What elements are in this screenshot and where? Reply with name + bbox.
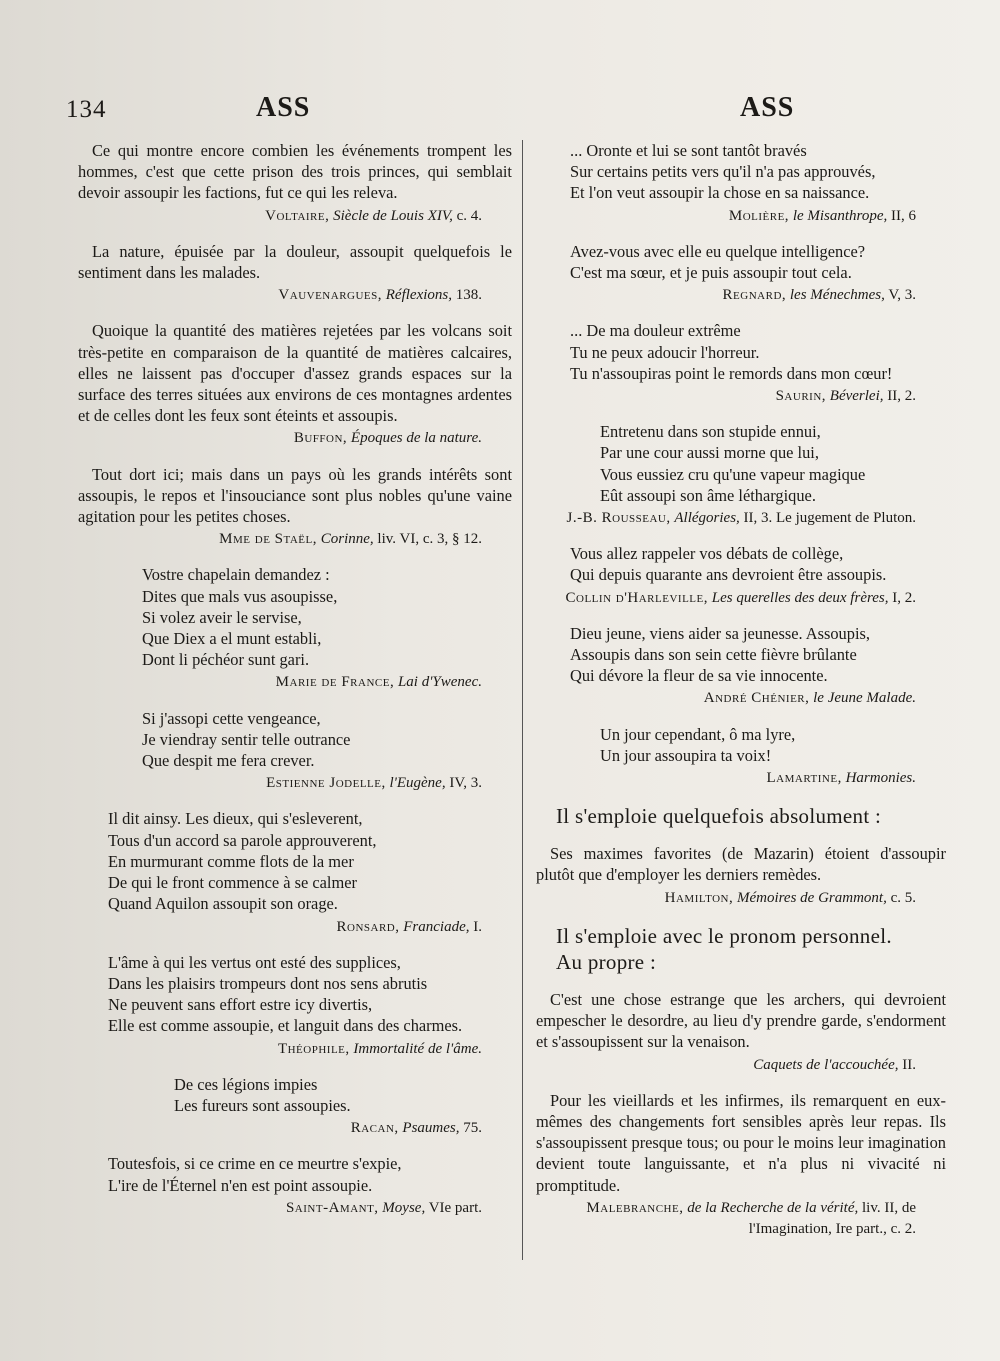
verse-line: Qui dévore la fleur de sa vie innocente. xyxy=(570,666,828,686)
verse-line: De ces légions impies xyxy=(174,1074,318,1094)
quotation xyxy=(536,543,946,609)
citation-work: Lai d'Ywenec. xyxy=(397,674,482,691)
citation-work: Franciade, xyxy=(403,918,470,935)
verse-line: Ne peuvent sans effort estre icy divertis, xyxy=(108,995,373,1015)
quotation xyxy=(536,724,946,790)
right-column xyxy=(536,140,946,1254)
quotation-text: Tout dort ici; mais dans un pays où les grands intérêts sont assoupis, le repos et l'insouciance sont plus nobles qu'une vaine agitation pour les petites choses. xyxy=(78,464,512,527)
citation-author: Saurin, xyxy=(775,388,827,405)
citation-work: le Misanthrope, xyxy=(792,207,888,224)
citation-reference: II, 6 xyxy=(891,207,916,224)
quotation xyxy=(536,320,946,407)
citation-reference: 75. xyxy=(463,1120,482,1137)
quotation xyxy=(78,241,512,307)
citation-work: Les querelles des deux frères, xyxy=(711,589,889,606)
verse-line: Si volez aveir le servise, xyxy=(142,607,302,627)
page-number: 134 xyxy=(66,96,107,123)
citation-work: le Jeune Malade. xyxy=(813,690,916,707)
citation-reference: V, 3. xyxy=(888,287,916,304)
citation-author: Racan, xyxy=(350,1120,399,1137)
citation-work: Harmonies. xyxy=(845,770,916,787)
citation-reference: c. 4. xyxy=(456,207,482,224)
citation-author: Ronsard, xyxy=(336,918,400,935)
citation-author: Voltaire, xyxy=(265,207,330,224)
citation-work: Allégories, xyxy=(674,510,740,527)
verse-line: L'âme à qui les vertus ont esté des supplices, xyxy=(108,952,401,972)
citation xyxy=(78,917,512,938)
citation-author: Regnard, xyxy=(722,287,787,304)
verse-line: Quand Aquilon assoupit son orage. xyxy=(108,894,338,914)
verse-line: Je viendray sentir telle outrance xyxy=(142,729,351,749)
verse-line: Tous d'un accord sa parole approuverent, xyxy=(108,830,377,850)
verse-line: L'ire de l'Éternel n'en est point assoupie. xyxy=(108,1175,373,1195)
right-running-head: ASS xyxy=(740,92,795,123)
citation xyxy=(78,773,512,794)
verse-line: Dieu jeune, viens aider sa jeunesse. Assoupis, xyxy=(570,623,870,643)
citation-author: Buffon, xyxy=(293,430,348,447)
verse-line: Vous allez rappeler vos débats de collège, xyxy=(570,544,844,564)
verse-line: ... De ma douleur extrême xyxy=(570,321,741,341)
citation xyxy=(78,428,512,449)
quotation xyxy=(78,952,512,1060)
citation xyxy=(78,1118,512,1139)
quotation xyxy=(536,140,946,227)
citation-reference: I. xyxy=(473,918,482,935)
quotation xyxy=(78,140,512,227)
note-line: Il s'emploie avec le pronom personnel. xyxy=(556,923,892,948)
verse-line: Eût assoupi son âme léthargique. xyxy=(600,485,816,505)
citation-author: Estienne Jodelle, xyxy=(266,775,386,792)
verse-line: Que Diex a el munt establi, xyxy=(142,629,322,649)
citation-author: Saint-Amant, xyxy=(285,1199,379,1216)
citation-author: Collin d'Harleville, xyxy=(565,589,708,606)
note-line: Il s'emploie quelquefois absolument : xyxy=(556,804,882,829)
citation xyxy=(536,588,946,609)
verse-line: ... Oronte et lui se sont tantôt bravés xyxy=(570,141,807,160)
citation-reference: IV, 3. xyxy=(449,775,482,792)
citation xyxy=(536,206,946,227)
citation-reference: c. 5. xyxy=(890,889,916,906)
citation-work: Béverlei, xyxy=(829,388,884,405)
citation-author: Marie de France, xyxy=(275,674,395,691)
verse-line: En murmurant comme flots de la mer xyxy=(108,851,354,871)
citation-work: l'Eugène, xyxy=(389,775,446,792)
verse-line: Dont li péchéor sunt gari. xyxy=(142,650,310,670)
verse-line: Elle est comme assoupie, et languit dans des charmes. xyxy=(108,1016,463,1036)
citation-reference: II. xyxy=(902,1056,916,1073)
citation-author: Molière, xyxy=(728,207,790,224)
citation-author: Vauvenargues, xyxy=(278,287,383,304)
citation-work: Mémoires de Grammont, xyxy=(736,889,887,906)
citation-author: Lamartine, xyxy=(766,770,842,787)
citation-reference: I, 2. xyxy=(892,589,916,606)
quotation-text: Quoique la quantité des matières rejetées par les volcans soit très-petite en comparaison de la quantité de matières calcaires, elles ne laissent pas d'occuper d'assez grands espaces sur la surface des terres situées aux environs de ces montagnes ardentes et de celles dont les feux sont éteints et assoupis. xyxy=(78,321,512,426)
citation-reference: II, 2. xyxy=(887,388,916,405)
verse-line: Vous eussiez cru qu'une vapeur magique xyxy=(600,464,866,484)
citation-work: Immortalité de l'âme. xyxy=(353,1040,482,1057)
citation xyxy=(78,285,512,306)
quotation xyxy=(78,320,512,449)
quotation xyxy=(536,623,946,710)
verse-line: Que despit me fera crever. xyxy=(142,751,315,771)
verse-line: Tu ne peux adoucir l'horreur. xyxy=(570,342,760,362)
verse-line: Avez-vous avec elle eu quelque intelligence? xyxy=(570,241,866,261)
quotation-text: C'est une chose estrange que les archers, qui devroient empescher le desordre, au lieu d'y prendre garde, s'endorment et s'assoupissent sur la venaison. xyxy=(536,989,946,1052)
citation xyxy=(536,508,946,529)
citation-work: les Ménechmes, xyxy=(789,287,885,304)
verse-line: Par une cour aussi morne que lui, xyxy=(600,443,819,463)
verse-line: Dites que mals vus asoupisse, xyxy=(142,586,338,606)
citation-work: Siècle de Louis XIV, xyxy=(333,207,453,224)
quotation-text: Pour les vieillards et les infirmes, ils remarquent en eux-mêmes des changements fort sensibles après leur repas. Ils s'assoupissent presque tous; ou pour le moins leur imagination devient toute languissante, et n'a plus ni vivacité ni promptitude. xyxy=(536,1090,946,1195)
verse-line: Vostre chapelain demandez : xyxy=(142,565,330,585)
citation-reference: II, 3. Le jugement de Pluton. xyxy=(743,510,916,527)
citation-author: Mme de Staël, xyxy=(219,531,317,548)
quotation xyxy=(78,564,512,693)
left-column xyxy=(78,140,512,1233)
quotation xyxy=(78,464,512,551)
citation-work: Caquets de l'accouchée, xyxy=(753,1056,899,1073)
citation-author: Hamilton, xyxy=(664,889,734,906)
verse-line: Un jour cependant, ô ma lyre, xyxy=(600,724,796,744)
verse-line: C'est ma sœur, et je puis assoupir tout cela. xyxy=(570,263,852,283)
citation-author: André Chénier, xyxy=(703,690,810,707)
verse-line: Entretenu dans son stupide ennui, xyxy=(600,422,821,442)
quotation-text: Ce qui montre encore combien les événements trompent les hommes, c'est que cette prison des trois princes, qui semblait devoir assoupir les factions, fut ce qui les releva. xyxy=(78,141,512,203)
citation xyxy=(536,768,946,789)
quotation xyxy=(78,1153,512,1219)
verse-line: Assoupis dans son sein cette fièvre brûlante xyxy=(570,645,857,665)
citation xyxy=(536,285,946,306)
citation xyxy=(536,386,946,407)
verse-line: De qui le front commence à se calmer xyxy=(108,873,357,893)
quotation xyxy=(78,808,512,937)
citation-author: Malebranche, xyxy=(586,1199,684,1216)
quotation xyxy=(536,989,946,1076)
verse-line: Si j'assopi cette vengeance, xyxy=(142,708,321,728)
citation xyxy=(78,1198,512,1219)
verse-line: Il dit ainsy. Les dieux, qui s'esleverent, xyxy=(108,809,363,829)
citation-author: Théophile, xyxy=(277,1040,350,1057)
quotation xyxy=(536,843,946,909)
citation xyxy=(536,1198,946,1240)
verse-line: Dans les plaisirs trompeurs dont nos sens abrutis xyxy=(108,973,428,993)
citation xyxy=(536,888,946,909)
column-divider xyxy=(522,140,523,1260)
left-running-head: ASS xyxy=(256,92,311,123)
quotation xyxy=(536,241,946,307)
usage-note xyxy=(556,923,946,975)
verse-line: Qui depuis quarante ans devroient être assoupis. xyxy=(570,565,887,585)
citation-reference: liv. VI, c. 3, § 12. xyxy=(377,531,482,548)
verse-line: Sur certains petits vers qu'il n'a pas approuvés, xyxy=(570,162,876,182)
citation xyxy=(78,1039,512,1060)
verse-line: Les fureurs sont assoupies. xyxy=(174,1095,351,1115)
quotation-text: La nature, épuisée par la douleur, assoupit quelquefois le sentiment dans les malades. xyxy=(78,241,512,283)
citation xyxy=(78,672,512,693)
quotation-text: Ses maximes favorites (de Mazarin) étoient d'assoupir plutôt que d'employer les derniers remèdes. xyxy=(536,844,946,885)
note-line: Au propre : xyxy=(556,949,657,974)
citation xyxy=(536,688,946,709)
verse-line: Tu n'assoupiras point le remords dans mon cœur! xyxy=(570,363,893,383)
citation xyxy=(78,206,512,227)
citation xyxy=(536,1055,946,1076)
citation-reference: liv. II, de l'Imagination, Ire part., c. 2. xyxy=(748,1199,916,1237)
citation-work: Époques de la nature. xyxy=(350,430,482,447)
citation-work: Corinne, xyxy=(320,531,374,548)
verse-line: Toutesfois, si ce crime en ce meurtre s'expie, xyxy=(108,1154,402,1174)
citation-work: Réflexions, xyxy=(385,287,452,304)
citation-work: Psaumes, xyxy=(402,1120,460,1137)
citation-author: J.-B. Rousseau, xyxy=(566,510,671,527)
quotation xyxy=(78,1074,512,1140)
quotation xyxy=(536,1090,946,1240)
quotation xyxy=(78,708,512,795)
verse-line: Et l'on veut assoupir la chose en sa naissance. xyxy=(570,183,870,203)
usage-note xyxy=(556,803,946,829)
verse-line: Un jour assoupira ta voix! xyxy=(600,745,772,765)
citation-work: Moyse, xyxy=(382,1199,426,1216)
citation-work: de la Recherche de la vérité, xyxy=(687,1199,859,1216)
quotation xyxy=(536,421,946,529)
citation-reference: VIe part. xyxy=(428,1199,482,1216)
citation xyxy=(78,529,512,550)
citation-reference: 138. xyxy=(455,287,482,304)
